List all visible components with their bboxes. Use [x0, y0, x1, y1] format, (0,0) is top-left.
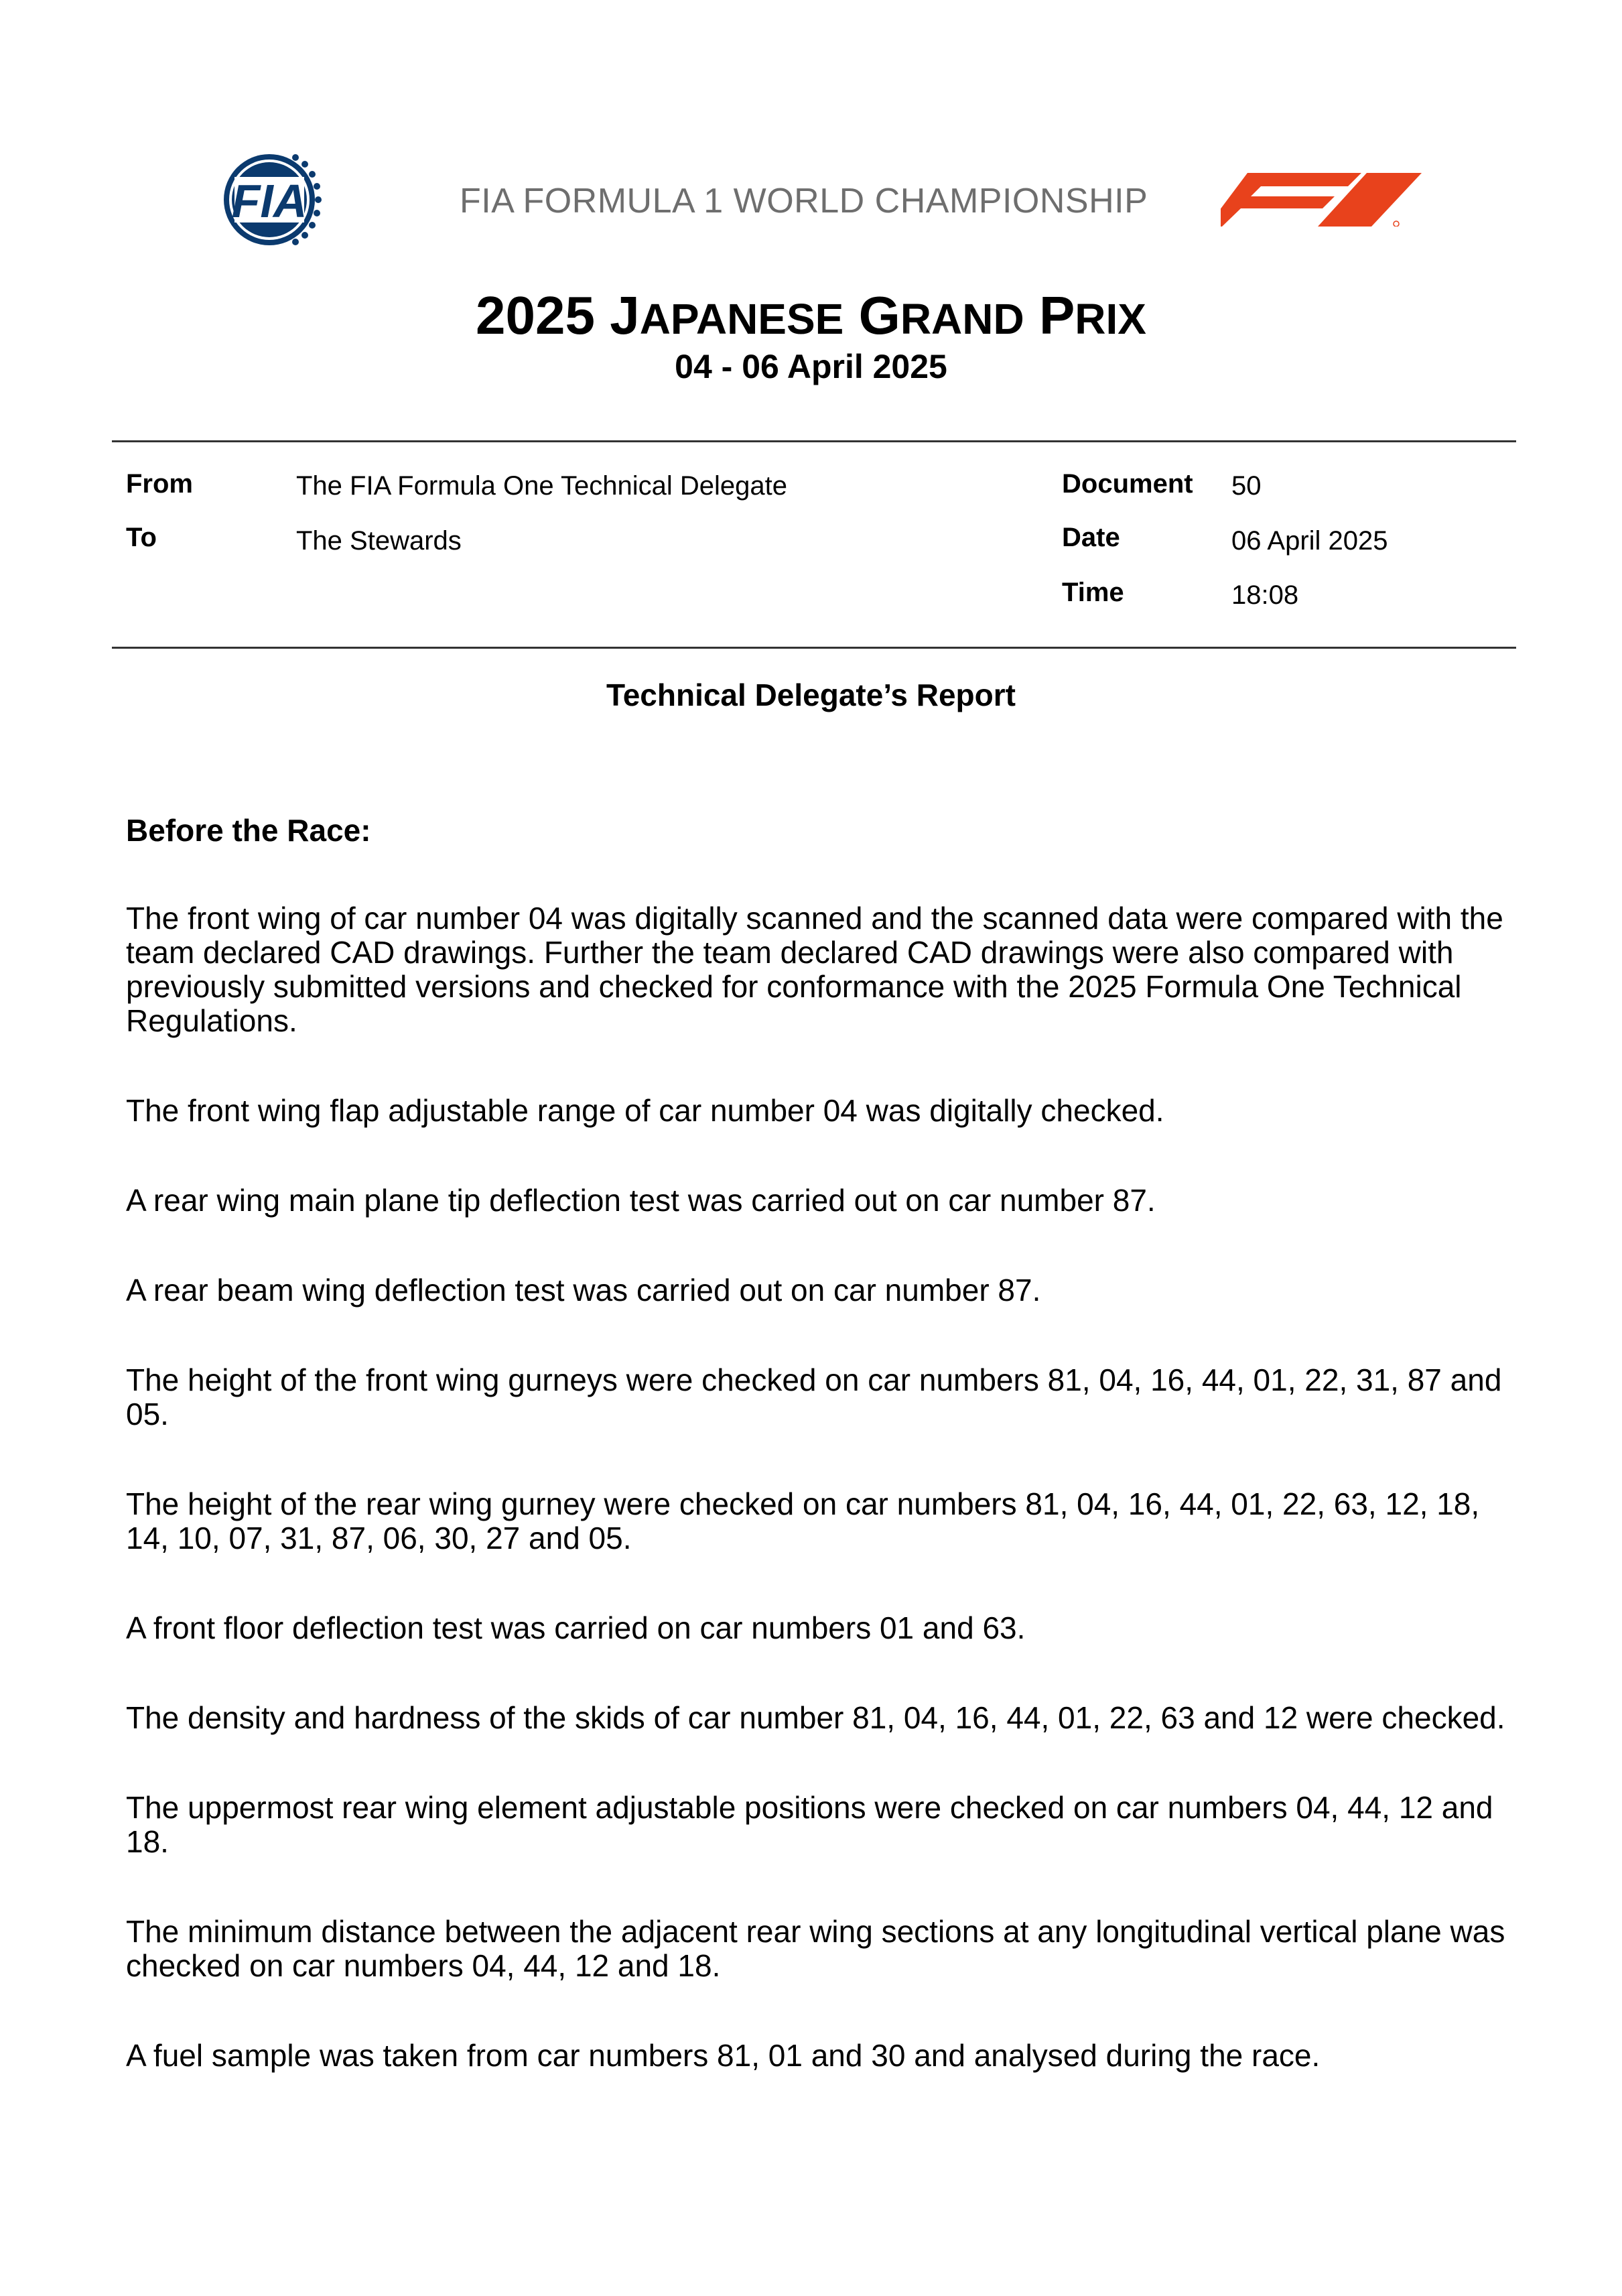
section-heading: Before the Race: [126, 813, 371, 848]
report-body [126, 901, 1506, 2128]
report-paragraph: The height of the front wing gurneys were checked on car numbers 81, 04, 16, 44, 01, 22, 31, 87 and 05. [126, 1362, 1502, 1431]
report-paragraph: A rear beam wing deflection test was carried out on car number 87. [126, 1273, 1041, 1308]
svg-text:FIA: FIA [231, 175, 308, 227]
report-paragraph: The front wing of car number 04 was digitally scanned and the scanned data were compared with the team declared CAD drawings. Further the team declared CAD drawings were also compared with previously submitted versions and checked for conformance with the 2025 Formula One Technical Regulations. [126, 901, 1503, 1038]
report-paragraph: A rear wing main plane tip deflection test was carried out on car number 87. [126, 1183, 1156, 1218]
to-value: The Stewards [296, 526, 462, 556]
report-paragraph: The uppermost rear wing element adjustable positions were checked on car numbers 04, 44, 12 and 18. [126, 1790, 1493, 1859]
header-divider-top [112, 440, 1516, 442]
date-value: 06 April 2025 [1231, 526, 1388, 556]
event-dates: 04 - 06 April 2025 [675, 348, 947, 385]
document-value: 50 [1231, 471, 1262, 501]
report-paragraph: A front floor deflection test was carried on car numbers 01 and 63. [126, 1610, 1026, 1645]
date-label: Date [1062, 523, 1120, 552]
event-title: 2025 JAPANESE GRAND PRIX [476, 285, 1146, 345]
document-label: Document [1062, 469, 1193, 499]
report-paragraph: The minimum distance between the adjacent rear wing sections at any longitudinal vertical plane was checked on car numbers 04, 44, 12 and 18. [126, 1914, 1505, 1983]
f1-logo [1221, 173, 1422, 227]
time-value: 18:08 [1231, 580, 1299, 610]
header-divider-bottom [112, 647, 1516, 649]
report-paragraph: A fuel sample was taken from car numbers 81, 01 and 30 and analysed during the race. [126, 2038, 1321, 2073]
fia-logo [208, 153, 345, 247]
championship-title: FIA FORMULA 1 WORLD CHAMPIONSHIP [460, 182, 1148, 220]
report-title: Technical Delegate’s Report [606, 678, 1016, 712]
to-label: To [126, 523, 157, 552]
report-paragraph: The front wing flap adjustable range of car number 04 was digitally checked. [126, 1093, 1164, 1128]
time-label: Time [1062, 578, 1124, 607]
from-value: The FIA Formula One Technical Delegate [296, 471, 787, 501]
report-paragraph: The density and hardness of the skids of car number 81, 04, 16, 44, 01, 22, 63 and 12 were checked. [126, 1700, 1505, 1735]
report-paragraph: The height of the rear wing gurney were checked on car numbers 81, 04, 16, 44, 01, 22, 63, 12, 18, 14, 10, 07, 31, 87, 06, 30, 27 and 05. [126, 1486, 1480, 1555]
from-label: From [126, 469, 193, 499]
